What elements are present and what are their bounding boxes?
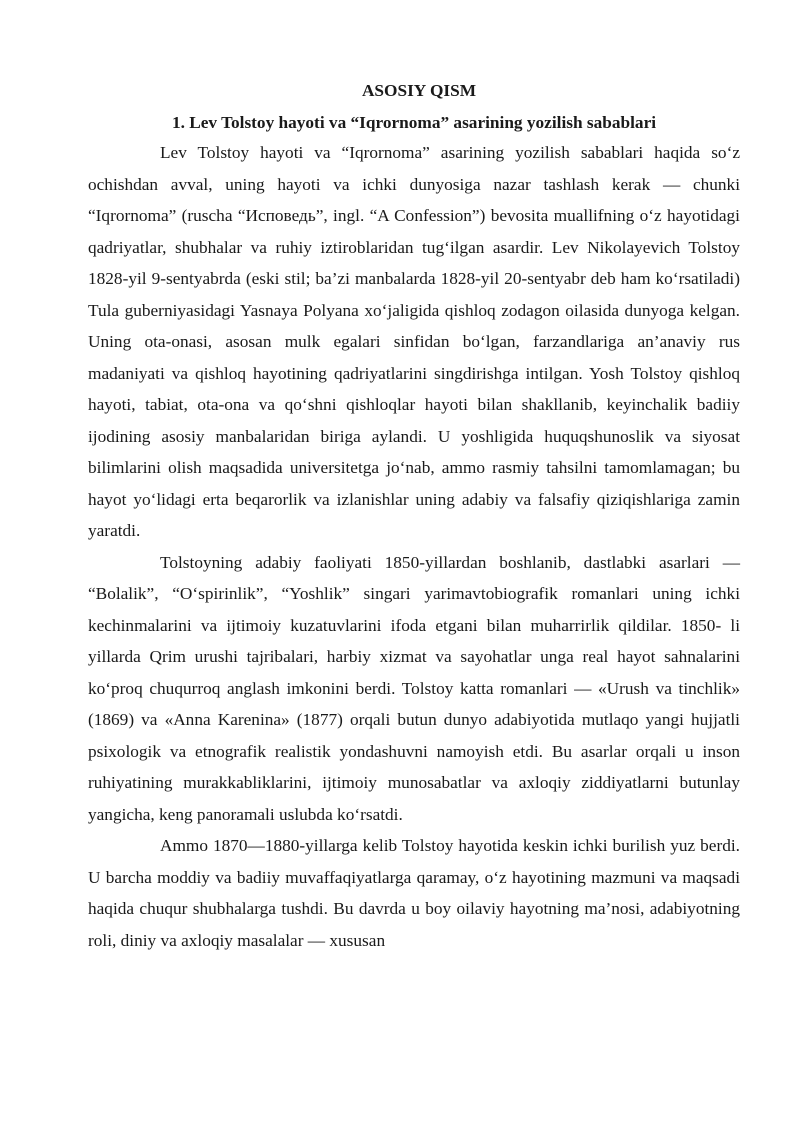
subsection-heading: 1. Lev Tolstoy hayoti va “Iqrornoma” asarining yozilish sabablari [171, 113, 657, 132]
paragraph: Tolstoyning adabiy faoliyati 1850-yillardan boshlanib, dastlabki asarlari — “Bolalik”, “O‘spirinlik”, “Yoshlik” singari yarimavtobiografik romanlari uning ichki kechinmalarini va ijtimoiy kuzatuvlarini ifoda etgani bilan muharrirlik qildilar. 1850- li yillarda Qrim urushi tajribalari, harbiy xizmat va sayohatlar unga real hayot sahnalarini ko‘proq chuqurroq anglash imkonini berdi. Tolstoy katta romanlari — «Urush va tinchlik» (1869) va «Anna Karenina» (1877) orqali butun dunyo adabiyotida mutlaqo yangi hujjatli psixologik va etnografik realistik yondashuvni namoyish etdi. Bu asarlar orqali u inson ruhiyatining murakkabliklarini, ijtimoiy munosabatlar va axloqiy ziddiyatlarni butunlay yangicha, keng panoramali uslubda ko‘rsatdi. [88, 552, 740, 824]
document-body [88, 79, 740, 956]
paragraph: Lev Tolstoy hayoti va “Iqrornoma” asarining yozilish sabablari haqida so‘z ochishdan avval, uning hayoti va ichki dunyosiga nazar tashlash kerak — chunki “Iqrornoma” (ruscha “Исповедь”, ingl. “A Confession”) bevosita muallifning o‘z hayotidagi qadriyatlar, shubhalar va ruhiy iztiroblaridan tug‘ilgan asardir. Lev Nikolayevich Tolstoy 1828-yil 9-sentyabrda (eski stil; ba’zi manbalarda 1828-yil 20-sentyabr deb ham ko‘rsatiladi) Tula guberniyasidagi Yasnaya Polyana xo‘jaligida qishloq zodagon oilasida dunyoga kelgan. Uning ota-onasi, asosan mulk egalari sinfidan bo‘lgan, farzandlariga an’anaviy rus madaniyati va qishloq hayotining qadriyatlarini singdirishga intilgan. Yosh Tolstoy qishloq hayoti, tabiat, ota-ona va qo‘shni qishloqlar hayoti bilan shakllanib, keyinchalik badiiy ijodining asosiy manbalaridan biriga aylandi. U yoshligida huquqshunoslik va siyosat bilimlarini olish maqsadida universitetga jo‘nab, ammo rasmiy tahsilni tamomlamagan; bu hayot yo‘lidagi erta beqarorlik va izlanishlar uning adabiy va falsafiy qiziqishlariga zamin yaratdi. [88, 143, 740, 540]
section-heading: ASOSIY QISM [361, 81, 477, 100]
paragraph: Ammo 1870—1880-yillarga kelib Tolstoy hayotida keskin ichki burilish yuz berdi. U barcha moddiy va badiiy muvaffaqiyatlarga qaramay, o‘z hayotining mazmuni va maqsadi haqida chuqur shubhalarga tushdi. Bu davrda u boy oilaviy hayotning ma’nosi, adabiyotning roli, diniy va axloqiy masalalar — xususan [88, 836, 740, 950]
